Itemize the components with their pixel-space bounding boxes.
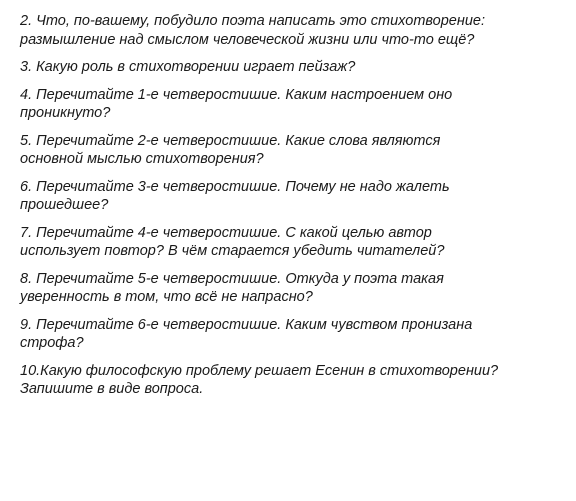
question-4 bbox=[20, 86, 572, 123]
question-8 bbox=[20, 270, 572, 307]
question-9-line-2: строфа? bbox=[20, 335, 84, 351]
question-3 bbox=[20, 58, 572, 77]
question-2-line-1: 2. Что, по-вашему, побудило поэта написать это стихотворение: bbox=[20, 13, 485, 29]
question-list bbox=[20, 12, 572, 408]
question-5 bbox=[20, 132, 572, 169]
question-10 bbox=[20, 362, 572, 399]
question-9-line-1: 9. Перечитайте 6-е четверостишие. Каким чувством пронизана bbox=[20, 316, 473, 333]
question-6-line-2: прошедшее? bbox=[20, 197, 109, 213]
question-10-line-1: 10.Какую философскую проблему решает Есенин в стихотворении? bbox=[20, 362, 499, 379]
question-9 bbox=[20, 316, 572, 353]
question-5-line-2: основной мыслью стихотворения? bbox=[20, 151, 264, 167]
question-8-line-2: уверенность в том, что всё не напрасно? bbox=[20, 289, 313, 305]
question-10-line-2: Запишите в виде вопроса. bbox=[20, 381, 204, 397]
question-7-line-1: 7. Перечитайте 4-е четверостишие. С какой целью автор bbox=[20, 224, 432, 241]
question-4-line-2: проникнуто? bbox=[20, 105, 111, 121]
question-8-line-1: 8. Перечитайте 5-е четверостишие. Откуда у поэта такая bbox=[20, 270, 444, 287]
question-4-line-1: 4. Перечитайте 1-е четверостишие. Каким настроением оно bbox=[20, 86, 453, 103]
question-2 bbox=[20, 12, 572, 49]
question-6-line-1: 6. Перечитайте 3-е четверостишие. Почему не надо жалеть bbox=[20, 178, 450, 195]
question-6 bbox=[20, 178, 572, 215]
question-7-line-2: использует повтор? В чём старается убедить читателей? bbox=[20, 243, 445, 259]
question-3-line-1: 3. Какую роль в стихотворении играет пейзаж? bbox=[20, 59, 356, 75]
question-2-line-2: размышление над смыслом человеческой жизни или что-то ещё? bbox=[20, 31, 475, 48]
question-7 bbox=[20, 224, 572, 261]
question-5-line-1: 5. Перечитайте 2-е четверостишие. Какие слова являются bbox=[20, 132, 441, 149]
